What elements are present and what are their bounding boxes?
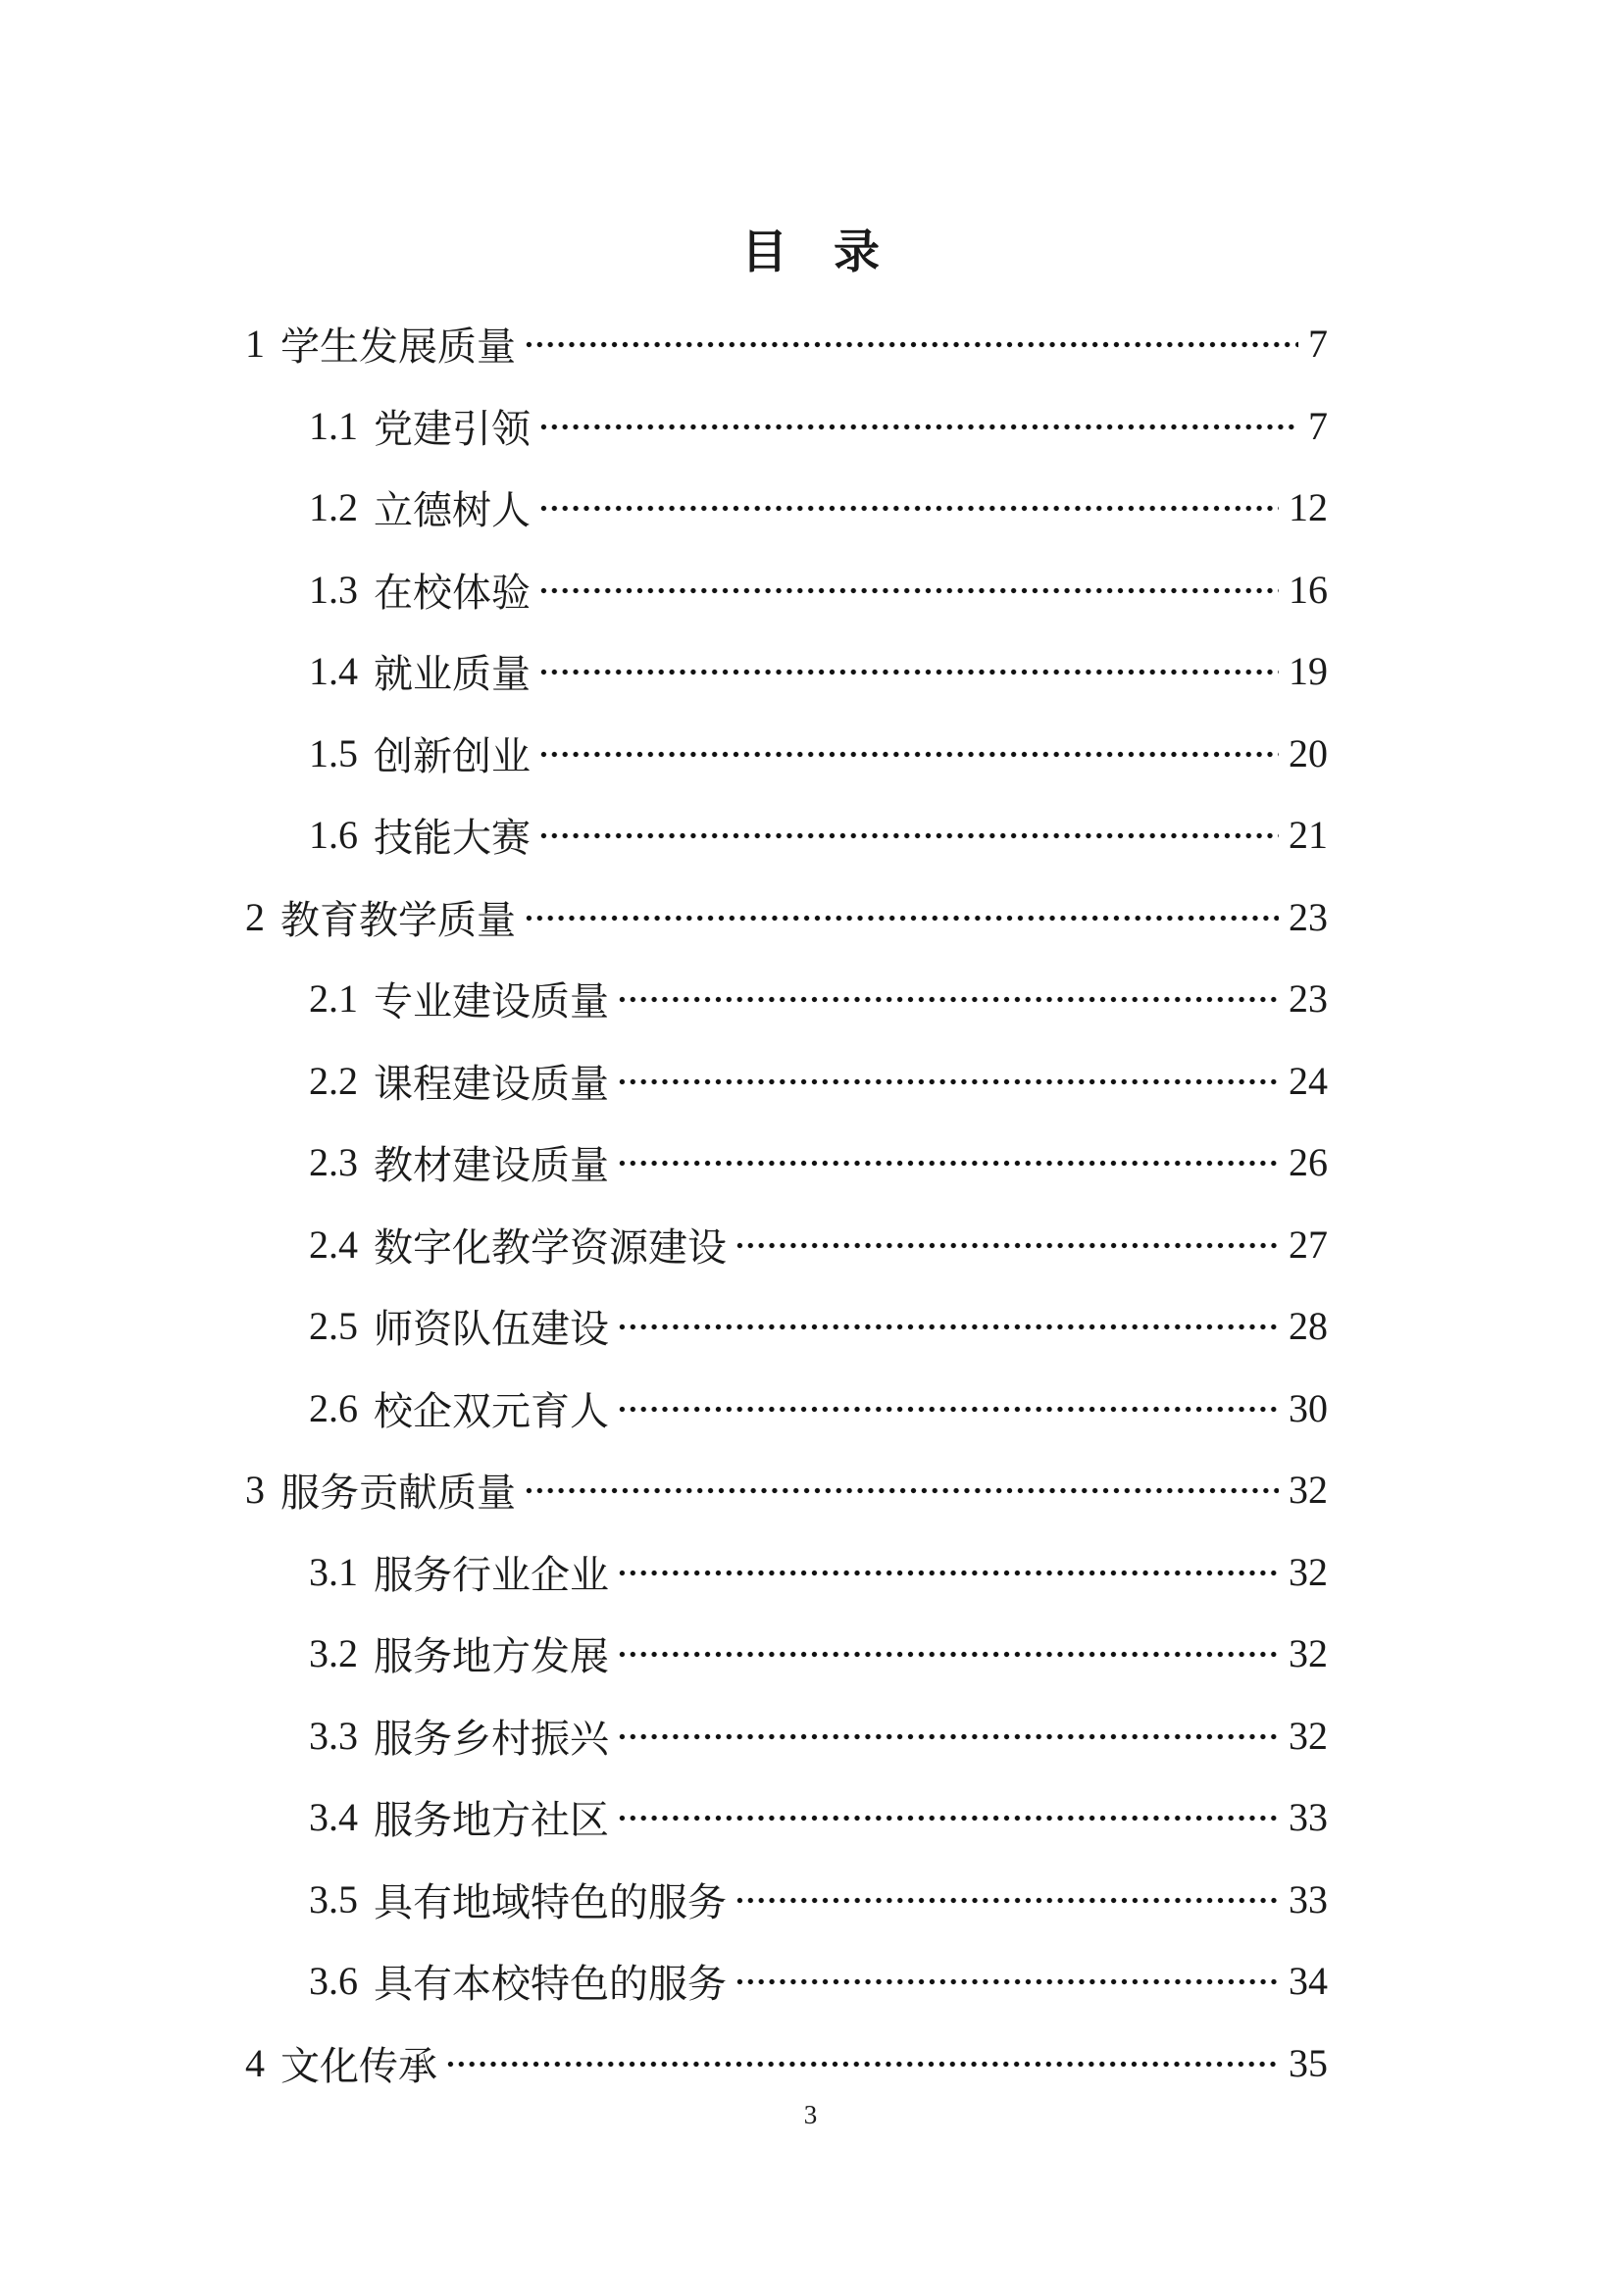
toc-entry-label: 数字化教学资源建设	[374, 1224, 727, 1270]
toc-entry-label: 技能大赛	[374, 816, 531, 861]
toc-entry-number: 3.3	[309, 1713, 358, 1758]
toc-entry-page: 33	[1289, 1876, 1328, 1922]
toc-entry-number: 3.1	[309, 1549, 358, 1594]
toc-entry-number: 2.1	[309, 976, 358, 1022]
dot-leader	[617, 994, 1279, 1005]
toc-entry-label: 具有本校特色的服务	[374, 1962, 727, 2007]
dot-leader	[617, 1813, 1279, 1823]
toc-entry-label: 在校体验	[374, 570, 531, 615]
toc-entry-page: 34	[1289, 1959, 1328, 2004]
toc-entry-label: 服务行业企业	[374, 1552, 609, 1597]
toc-entry-label: 专业建设质量	[374, 979, 609, 1024]
toc-entry[interactable]	[245, 1204, 1328, 1286]
toc-entry[interactable]	[245, 1449, 1328, 1531]
dot-leader	[538, 503, 1279, 514]
toc-entry-number: 2.2	[309, 1058, 358, 1103]
toc-entry-label: 服务地方社区	[374, 1798, 609, 1843]
toc-entry-number: 2.5	[309, 1304, 358, 1349]
dot-leader	[735, 1976, 1279, 1987]
toc-entry-label: 服务地方发展	[374, 1634, 609, 1679]
toc-entry-page: 30	[1289, 1385, 1328, 1430]
footer-page-number: 3	[803, 2100, 818, 2129]
toc-entry-label: 就业质量	[374, 652, 531, 697]
dot-leader	[524, 913, 1279, 923]
toc-entry-label: 课程建设质量	[374, 1061, 609, 1106]
toc-entry-page: 28	[1289, 1304, 1328, 1349]
toc-entry-number: 2.6	[309, 1385, 358, 1430]
toc-entry[interactable]	[245, 385, 1328, 468]
toc-entry-page: 20	[1289, 730, 1328, 775]
toc-entry[interactable]	[245, 1940, 1328, 2022]
toc-entry-number: 3.2	[309, 1631, 358, 1676]
toc-entry[interactable]	[245, 1122, 1328, 1204]
dot-leader	[538, 749, 1279, 760]
toc-entry-page: 27	[1289, 1222, 1328, 1267]
toc-entry-label: 教材建设质量	[374, 1143, 609, 1188]
toc-entry-page: 24	[1289, 1058, 1328, 1103]
toc-entry-number: 1.2	[309, 485, 358, 530]
toc-entry-label: 校企双元育人	[374, 1388, 609, 1433]
toc-entry-page: 26	[1289, 1140, 1328, 1185]
toc-entry-number: 1.3	[309, 567, 358, 612]
dot-leader	[735, 1240, 1279, 1251]
toc-entry[interactable]	[245, 1531, 1328, 1614]
toc-entry-page: 32	[1289, 1549, 1328, 1594]
dot-leader	[524, 339, 1298, 350]
toc-entry[interactable]	[245, 1695, 1328, 1777]
toc-entry-page: 16	[1289, 567, 1328, 612]
toc-entry-number: 2.3	[309, 1140, 358, 1185]
toc-entry-page: 32	[1289, 1713, 1328, 1758]
dot-leader	[617, 1158, 1279, 1169]
toc-entry-label: 具有地域特色的服务	[374, 1879, 727, 1924]
toc-entry-page: 7	[1308, 403, 1328, 448]
toc-entry-label: 服务乡村振兴	[374, 1716, 609, 1761]
toc-entry-page: 33	[1289, 1795, 1328, 1840]
dot-leader	[538, 667, 1279, 677]
toc-entry-label: 文化传承	[280, 2043, 437, 2088]
dot-leader	[617, 1076, 1279, 1087]
dot-leader	[538, 585, 1279, 596]
toc-entry[interactable]	[245, 1368, 1328, 1450]
toc-entry-label: 学生发展质量	[280, 324, 516, 370]
toc-entry-number: 1.6	[309, 813, 358, 858]
dot-leader	[617, 1649, 1279, 1660]
toc-entry[interactable]	[245, 1285, 1328, 1368]
dot-leader	[617, 1322, 1279, 1332]
page-title: 目 录	[741, 227, 880, 278]
dot-leader	[538, 422, 1298, 432]
toc-entry-number: 2	[245, 894, 265, 939]
toc-entry[interactable]	[245, 713, 1328, 795]
toc-entry[interactable]	[245, 630, 1328, 713]
toc-entry-number: 3	[245, 1468, 265, 1513]
toc-entry-number: 1.1	[309, 403, 358, 448]
toc-entry-page: 35	[1289, 2040, 1328, 2085]
toc-entry[interactable]	[245, 549, 1328, 631]
toc-entry-page: 19	[1289, 649, 1328, 694]
toc-entry-number: 3.4	[309, 1795, 358, 1840]
toc-entry[interactable]	[245, 1859, 1328, 1941]
toc-entry-label: 党建引领	[374, 406, 531, 451]
dot-leader	[617, 1731, 1279, 1742]
toc-entry[interactable]	[245, 303, 1328, 385]
toc-entry-label: 立德树人	[374, 488, 531, 533]
toc-entry[interactable]	[245, 2022, 1328, 2105]
toc-entry-page: 7	[1308, 322, 1328, 367]
toc-entry[interactable]	[245, 1776, 1328, 1859]
toc-entry-number: 1.4	[309, 649, 358, 694]
dot-leader	[445, 2059, 1279, 2070]
dot-leader	[735, 1895, 1279, 1906]
toc-entry[interactable]	[245, 794, 1328, 876]
toc-entry[interactable]	[245, 1613, 1328, 1695]
toc-entry-label: 服务贡献质量	[280, 1471, 516, 1516]
table-of-contents	[245, 303, 1328, 2104]
toc-entry-number: 1.5	[309, 730, 358, 775]
toc-entry-page: 32	[1289, 1468, 1328, 1513]
dot-leader	[617, 1568, 1279, 1578]
toc-entry[interactable]	[245, 467, 1328, 549]
toc-entry-page: 12	[1289, 485, 1328, 530]
toc-entry-number: 3.5	[309, 1876, 358, 1922]
toc-entry-page: 32	[1289, 1631, 1328, 1676]
toc-entry[interactable]	[245, 876, 1328, 959]
toc-entry-label: 教育教学质量	[280, 897, 516, 942]
toc-entry-number: 4	[245, 2040, 265, 2085]
toc-entry[interactable]	[245, 958, 1328, 1040]
toc-entry-page: 23	[1289, 894, 1328, 939]
toc-entry-number: 2.4	[309, 1222, 358, 1267]
dot-leader	[524, 1485, 1279, 1496]
dot-leader	[538, 830, 1279, 841]
toc-entry-page: 23	[1289, 976, 1328, 1022]
toc-entry-label: 师资队伍建设	[374, 1307, 609, 1352]
toc-entry-label: 创新创业	[374, 733, 531, 778]
toc-entry-number: 1	[245, 322, 265, 367]
toc-entry-page: 21	[1289, 813, 1328, 858]
toc-entry[interactable]	[245, 1040, 1328, 1123]
dot-leader	[617, 1404, 1279, 1415]
toc-entry-number: 3.6	[309, 1959, 358, 2004]
